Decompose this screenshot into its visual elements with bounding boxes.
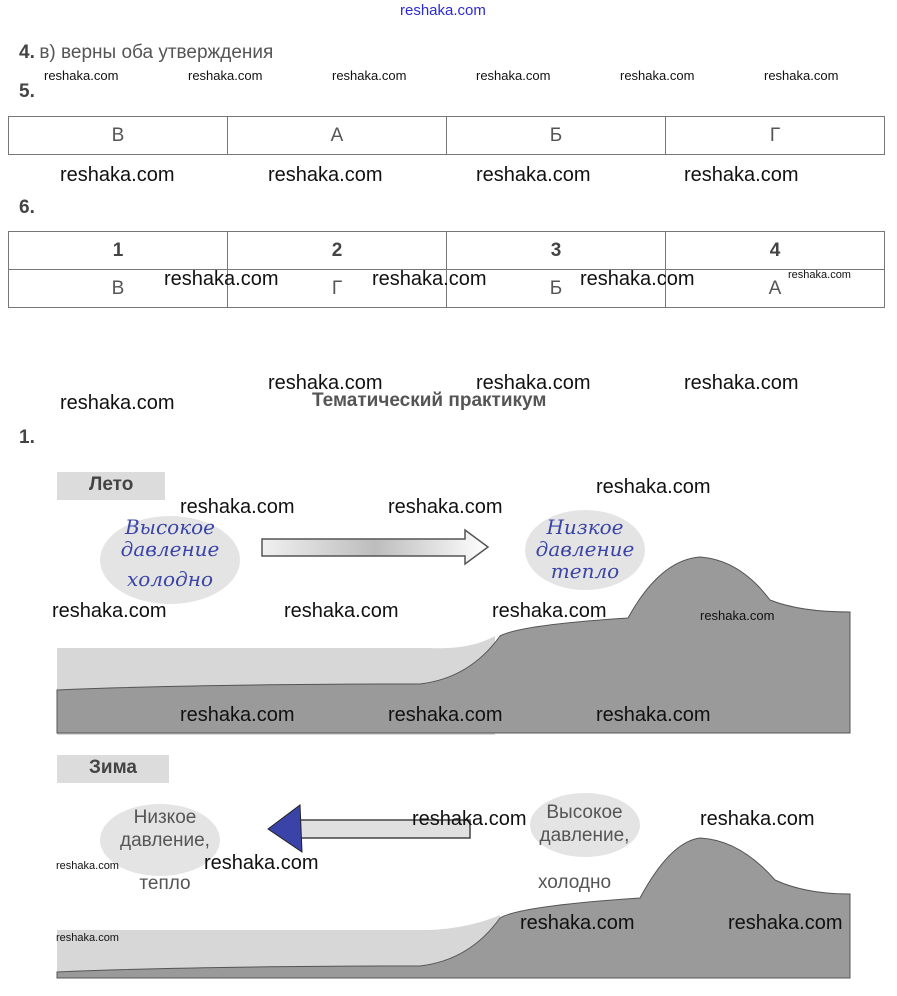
- watermark: reshaka.com: [412, 808, 527, 830]
- text-line: давление,: [539, 825, 630, 846]
- watermark: reshaka.com: [188, 68, 263, 83]
- table-cell: А: [666, 270, 885, 308]
- watermark: reshaka.com: [520, 912, 635, 934]
- watermark: reshaka.com: [204, 852, 319, 874]
- watermark: reshaka.com: [180, 704, 295, 726]
- watermark: reshaka.com: [284, 600, 399, 622]
- winter-arrowhead: [268, 805, 302, 852]
- text-line: давление: [120, 537, 220, 561]
- table-cell: В: [9, 117, 228, 155]
- text-line: давление: [535, 537, 635, 561]
- watermark: reshaka.com: [60, 164, 175, 186]
- text-line: Низкое: [133, 807, 197, 828]
- text-line: Низкое: [546, 515, 624, 539]
- watermark: reshaka.com: [56, 860, 119, 872]
- table-cell: Г: [228, 270, 447, 308]
- text-line: Высокое: [546, 802, 623, 823]
- text-line: тепло: [550, 559, 620, 583]
- table-header-cell: 1: [9, 232, 228, 270]
- table-header-cell: 2: [228, 232, 447, 270]
- watermark: reshaka.com: [620, 68, 695, 83]
- winter-right-extra: холодно: [538, 872, 612, 893]
- summer-label: Лето: [57, 472, 165, 500]
- text-line: холодно: [127, 567, 213, 591]
- watermark: reshaka.com: [728, 912, 843, 934]
- table-cell: Б: [447, 117, 666, 155]
- winter-right-text: [522, 801, 647, 847]
- watermark: reshaka.com: [44, 68, 119, 83]
- watermark: reshaka.com: [476, 68, 551, 83]
- table-header-cell: 3: [447, 232, 666, 270]
- item-number: 5.: [19, 81, 35, 102]
- watermark: reshaka.com: [56, 932, 119, 944]
- watermark: reshaka.com: [372, 268, 487, 290]
- watermark: reshaka.com: [492, 600, 607, 622]
- watermark: reshaka.com: [700, 608, 775, 623]
- watermark: reshaka.com: [268, 372, 383, 394]
- text-line: Высокое: [124, 515, 216, 539]
- watermark: reshaka.com: [580, 268, 695, 290]
- text-line: тепло: [139, 873, 191, 894]
- summer-arrow: [262, 530, 488, 564]
- watermark: reshaka.com: [764, 68, 839, 83]
- watermark: reshaka.com: [476, 164, 591, 186]
- watermark: reshaka.com: [180, 496, 295, 518]
- watermark: reshaka.com: [684, 372, 799, 394]
- item-number: 4.: [19, 42, 35, 63]
- watermark: reshaka.com: [60, 392, 175, 414]
- table-cell: В: [9, 270, 228, 308]
- watermark: reshaka.com: [388, 704, 503, 726]
- winter-left-text: [100, 806, 230, 895]
- summer-left-text: [100, 516, 240, 590]
- item-number: 1.: [19, 427, 35, 448]
- watermark: reshaka.com: [788, 269, 851, 281]
- watermark: reshaka.com: [268, 164, 383, 186]
- watermark: reshaka.com: [684, 164, 799, 186]
- table-cell: Б: [447, 270, 666, 308]
- winter-label: Зима: [57, 755, 169, 783]
- table-header-cell: 4: [666, 232, 885, 270]
- text-line: давление,: [120, 830, 210, 851]
- item-number: 6.: [19, 197, 35, 218]
- item-4-answer: в) верны оба утверждения: [39, 42, 274, 63]
- watermark: reshaka.com: [388, 496, 503, 518]
- summer-right-text: [520, 516, 650, 582]
- watermark: reshaka.com: [596, 476, 711, 498]
- watermark: reshaka.com: [596, 704, 711, 726]
- watermark: reshaka.com: [52, 600, 167, 622]
- section-title: Тематический практикум: [312, 390, 547, 411]
- table-cell: Г: [666, 117, 885, 155]
- watermark: reshaka.com: [700, 808, 815, 830]
- watermark: reshaka.com: [332, 68, 407, 83]
- table-cell: А: [228, 117, 447, 155]
- watermark: reshaka.com: [476, 372, 591, 394]
- site-link[interactable]: reshaka.com: [400, 2, 486, 19]
- watermark: reshaka.com: [164, 268, 279, 290]
